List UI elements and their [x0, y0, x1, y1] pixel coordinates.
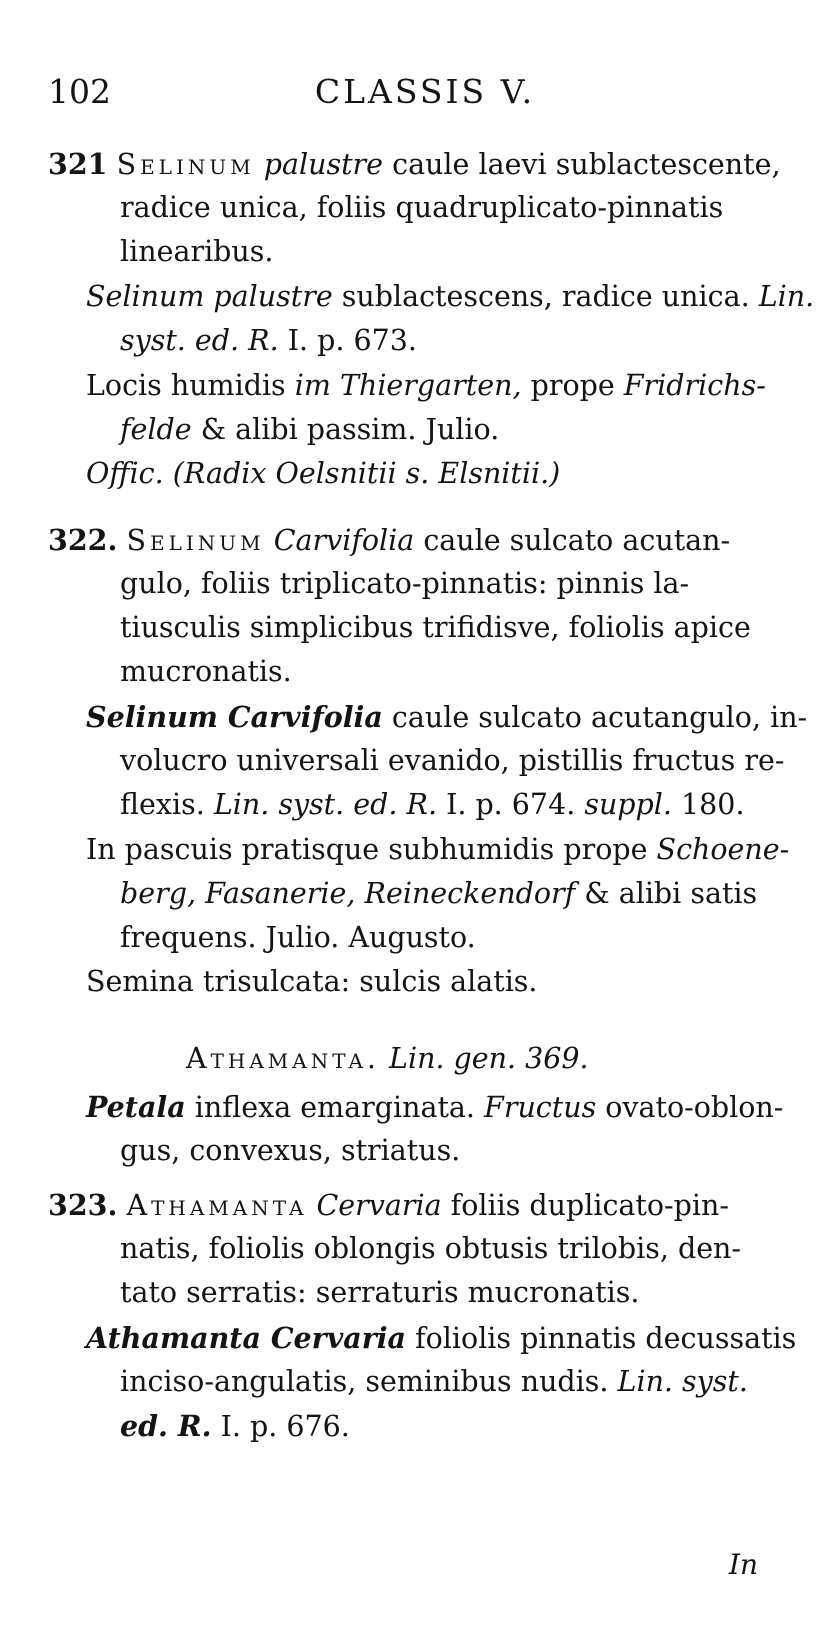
citation-page: I. p. 676.: [220, 1410, 350, 1443]
habitat-321-line-1: [86, 365, 766, 407]
seed-note: Semina trisulcata: sulcis alatis.: [86, 965, 538, 998]
page-number: 102: [48, 72, 111, 111]
habitat-text: Locis humidis: [86, 369, 286, 402]
entry-321-line-1: [48, 143, 781, 186]
citation-work: Lin. syst. ed. R.: [213, 788, 437, 821]
citation-work: syst. ed. R.: [120, 324, 279, 357]
entry-number: 321: [48, 147, 108, 181]
diagnosis-text: caule sulcato acutan-: [423, 524, 731, 557]
citation-323-line-2: [120, 1361, 748, 1403]
citation-text: foliolis pinnatis decussatis: [415, 1322, 797, 1355]
genus-character-line-2: gus, convexus, striatus.: [120, 1134, 461, 1167]
citation-page: 180.: [681, 788, 745, 821]
habitat-place: Fridrichs-: [623, 369, 766, 402]
entry-number: 323.: [48, 1188, 118, 1222]
entry-323-line-3: tato serratis: serraturis mucronatis.: [120, 1276, 640, 1309]
flowering-month: Julio.: [425, 413, 500, 446]
genus-name: Selinum: [116, 148, 255, 181]
entry-322-line-4: mucronatis.: [120, 655, 292, 688]
entry-323-line-1: [48, 1184, 729, 1227]
citation-321-line-2: [120, 320, 417, 362]
habitat-text: & alibi satis: [584, 877, 758, 910]
citation-text: flexis.: [120, 788, 205, 821]
citation-text: sublactescens, radice unica.: [341, 280, 750, 313]
habitat-place: felde: [120, 413, 192, 446]
citation-323-line-3: [120, 1405, 350, 1448]
habitat-321-line-2: [120, 409, 499, 451]
genus-name: Selinum: [126, 524, 265, 557]
habitat-place: berg,: [120, 877, 197, 910]
citation-322-line-1: [86, 696, 807, 739]
entry-number: 322.: [48, 523, 118, 557]
citation-321-line-1: [86, 276, 814, 318]
habitat-text: In pascuis pratisque subhumidis prope: [86, 833, 648, 866]
entry-322-line-1: [48, 519, 730, 562]
habitat-place: Fasanerie,: [205, 877, 356, 910]
species-name: palustre: [263, 148, 384, 181]
officinal-note: Offic. (Radix Oelsnitii s. Elsnitii.): [86, 457, 561, 490]
habitat-place: Schoene-: [656, 833, 790, 866]
page-header: [48, 72, 782, 118]
citation-name: Athamanta Cervaria: [86, 1321, 407, 1355]
habitat-place: Reineckendorf: [364, 877, 576, 910]
habitat-322-line-2: [120, 873, 757, 915]
character-term: Fructus: [484, 1091, 597, 1124]
diagnosis-text: caule laevi sublactescente,: [392, 148, 781, 181]
species-name: Cervaria: [316, 1189, 442, 1222]
citation-edition: ed. R.: [120, 1409, 212, 1443]
character-text: inflexa emarginata.: [194, 1091, 475, 1124]
entry-321-line-3: linearibus.: [120, 235, 274, 268]
genus-heading-ref: Lin. gen. 369.: [389, 1042, 589, 1075]
character-text: ovato-oblon-: [605, 1091, 784, 1124]
citation-page: I. p. 673.: [287, 324, 417, 357]
genus-name: Athamanta: [126, 1189, 308, 1222]
citation-work: Lin. syst.: [617, 1365, 748, 1398]
character-term: Petala: [86, 1090, 186, 1124]
citation-323-line-1: [86, 1317, 796, 1360]
citation-text: inciso-angulatis, seminibus nudis.: [120, 1365, 609, 1398]
citation-ref: Lin.: [758, 280, 815, 313]
citation-name: Selinum palustre: [86, 280, 333, 313]
citation-322-line-3: [120, 784, 745, 826]
habitat-322-line-1: [86, 829, 789, 871]
entry-322-line-3: tiusculis simplicibus trifidisve, foliolis apice: [120, 611, 751, 644]
entry-322-line-2: gulo, foliis triplicato-pinnatis: pinnis la-: [120, 567, 690, 600]
running-title: CLASSIS V.: [314, 72, 536, 111]
citation-322-line-2: volucro universali evanido, pistillis fructus re-: [120, 744, 785, 777]
habitat-text: & alibi passim.: [200, 413, 417, 446]
catchword: In: [728, 1548, 758, 1581]
entry-321-line-2: radice unica, foliis quadruplicato-pinnatis: [120, 191, 724, 224]
citation-name: Selinum Carvifolia: [86, 700, 383, 734]
genus-heading-name: Athamanta.: [186, 1042, 380, 1075]
citation-page: I. p. 674.: [446, 788, 576, 821]
diagnosis-text: foliis duplicato-pin-: [450, 1189, 730, 1222]
habitat-322-line-3: frequens. Julio. Augusto.: [120, 921, 476, 954]
citation-text: caule sulcato acutangulo, in-: [391, 701, 808, 734]
species-name: Carvifolia: [273, 524, 415, 557]
habitat-place: im Thiergarten,: [294, 369, 522, 402]
entry-323-line-2: natis, foliolis oblongis obtusis trilobis, den-: [120, 1232, 742, 1265]
habitat-text: prope: [530, 369, 615, 402]
citation-suppl: suppl.: [584, 788, 672, 821]
genus-character-line-1: [86, 1086, 783, 1129]
genus-heading: [186, 1038, 589, 1080]
